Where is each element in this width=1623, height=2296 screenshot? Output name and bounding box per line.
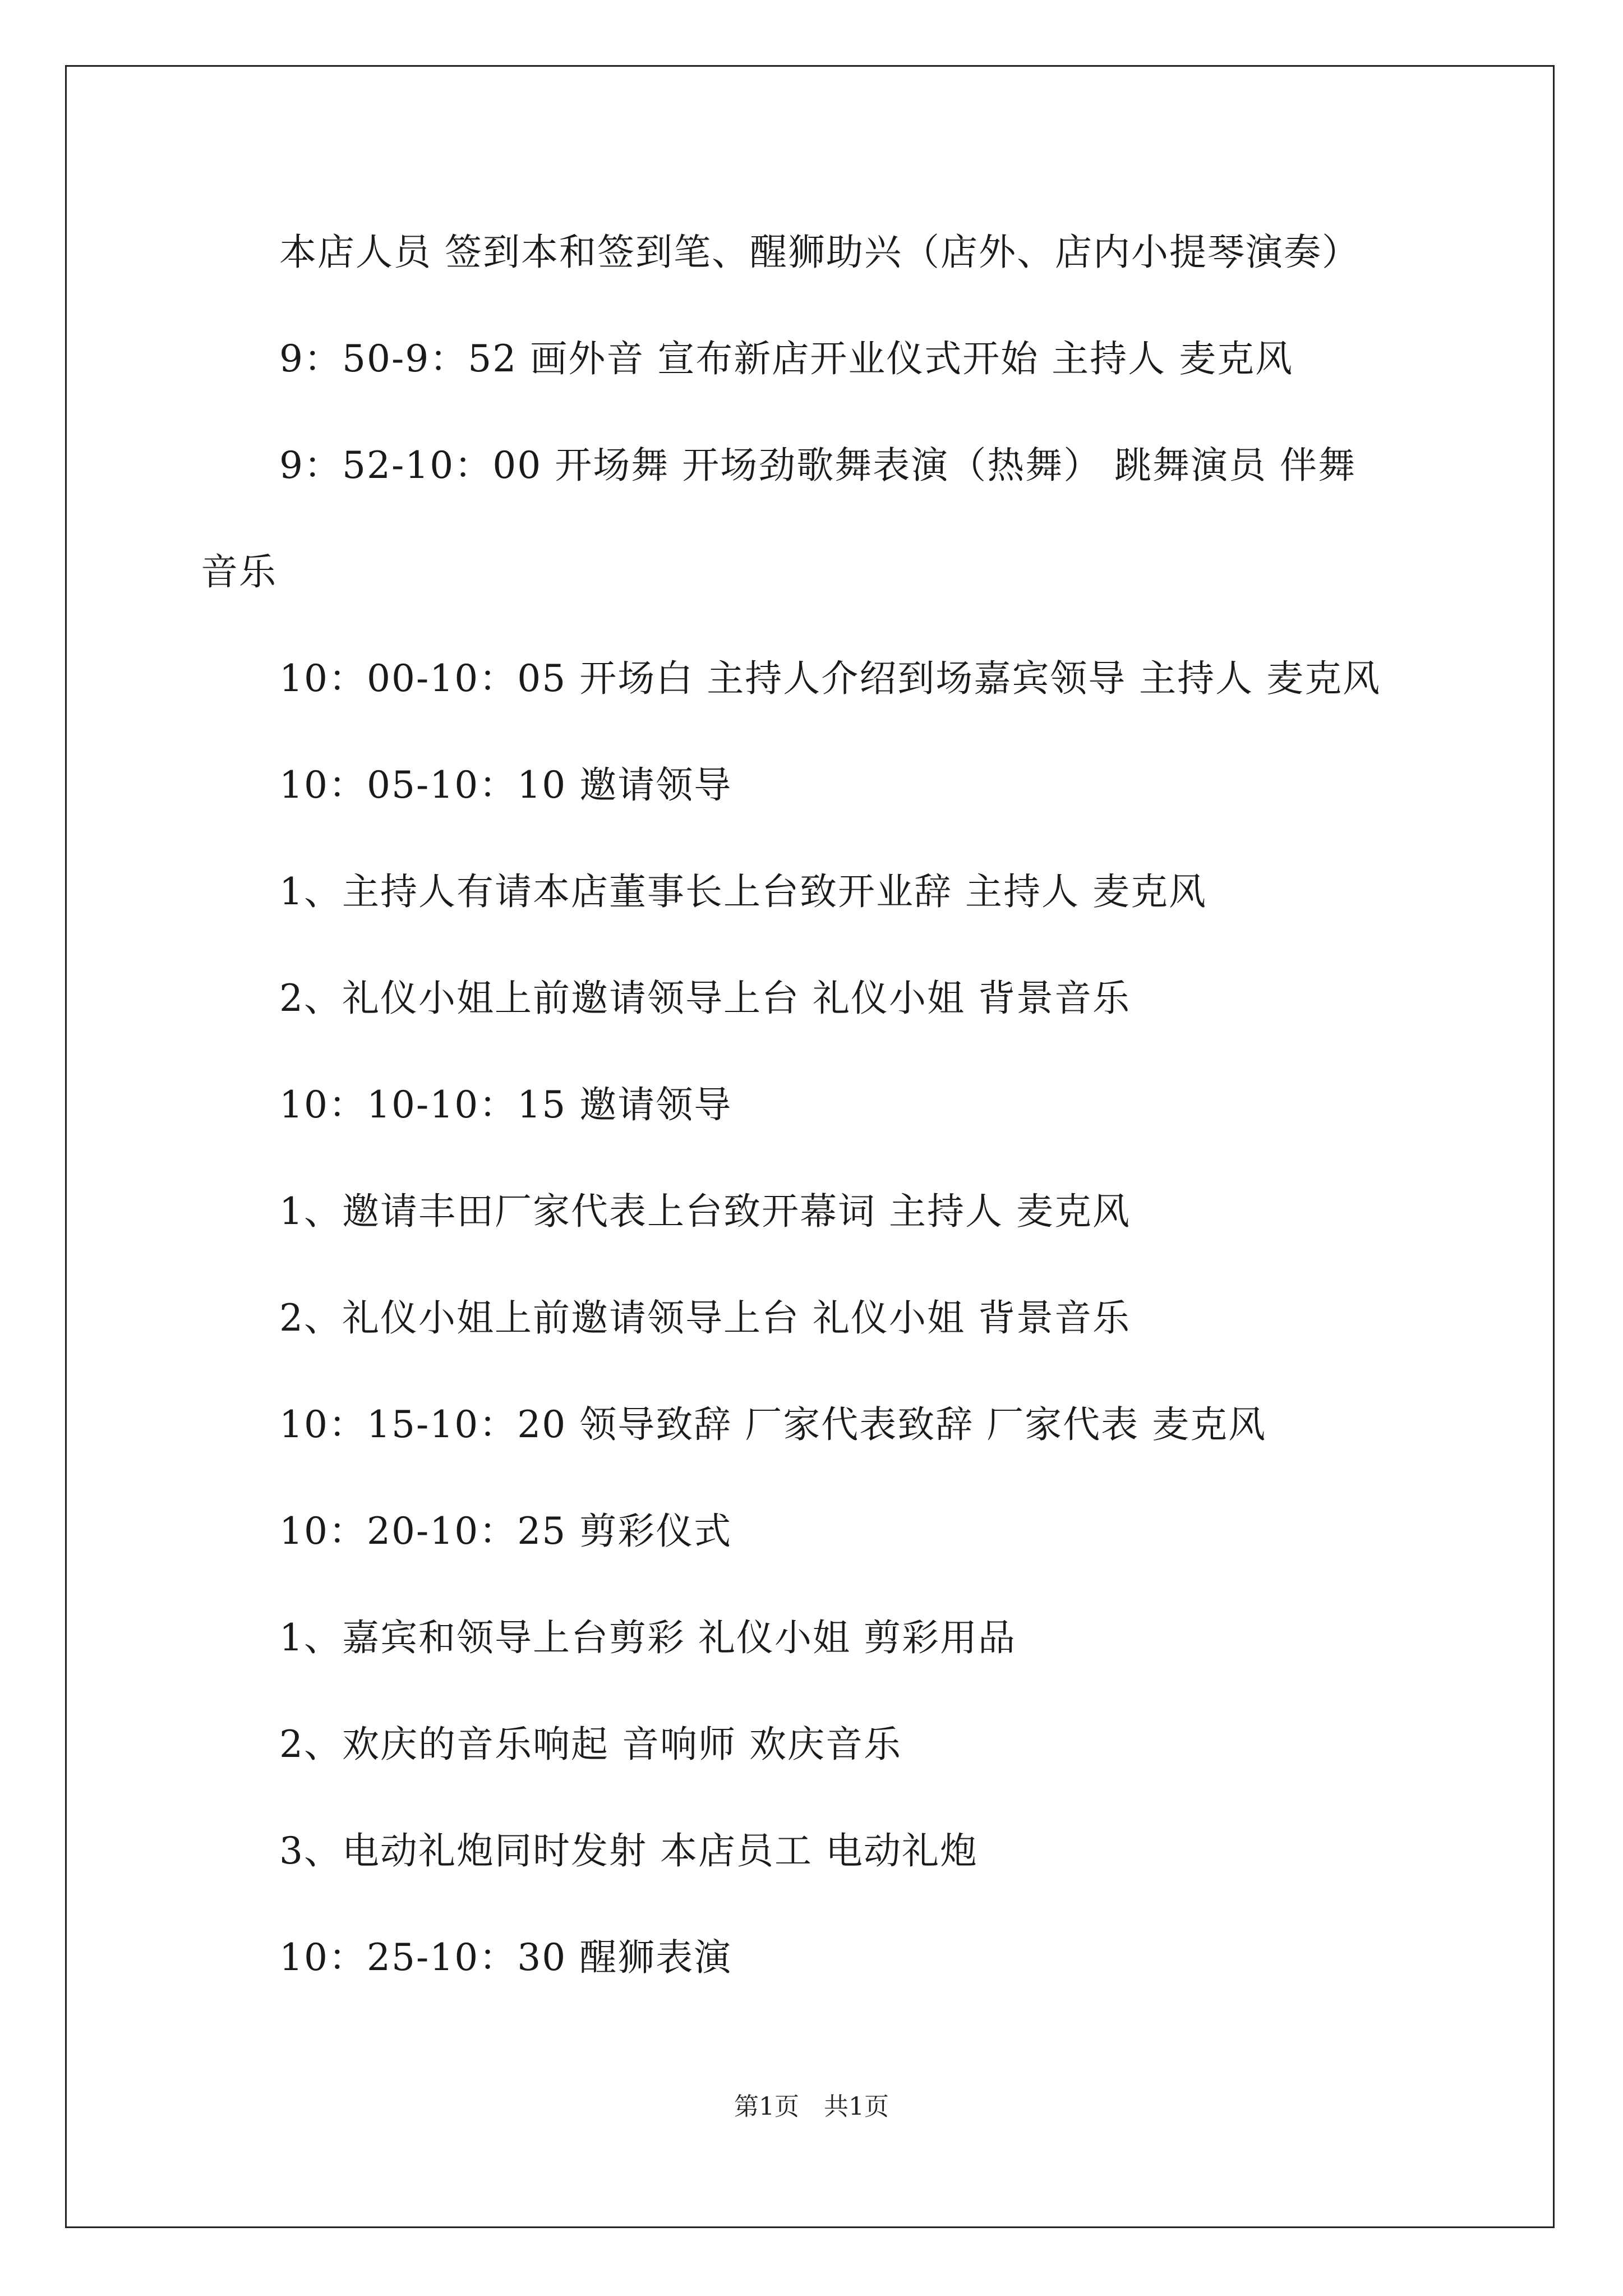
text-line: 音乐 — [201, 550, 277, 593]
text-line: 2、欢庆的音乐响起 音响师 欢庆音乐 — [279, 1723, 902, 1766]
text-line: 1、邀请丰田厂家代表上台致开幕词 主持人 麦克风 — [279, 1190, 1131, 1233]
text-line: 10：15-10：20 领导致辞 厂家代表致辞 厂家代表 麦克风 — [279, 1403, 1267, 1446]
text-line: 10：10-10：15 邀请领导 — [279, 1083, 732, 1126]
text-line: 2、礼仪小姐上前邀请领导上台 礼仪小姐 背景音乐 — [279, 977, 1131, 1020]
page-footer: 第1页 共1页 — [734, 2092, 889, 2121]
text-line: 2、礼仪小姐上前邀请领导上台 礼仪小姐 背景音乐 — [279, 1296, 1131, 1340]
text-line: 10：05-10：10 邀请领导 — [279, 763, 732, 807]
text-line: 9：50-9：52 画外音 宣布新店开业仪式开始 主持人 麦克风 — [279, 337, 1294, 380]
text-line: 10：00-10：05 开场白 主持人介绍到场嘉宾领导 主持人 麦克风 — [279, 657, 1381, 700]
text-line: 10：25-10：30 醒狮表演 — [279, 1936, 732, 1979]
text-line: 10：20-10：25 剪彩仪式 — [279, 1510, 732, 1553]
text-line: 1、嘉宾和领导上台剪彩 礼仪小姐 剪彩用品 — [279, 1616, 1016, 1659]
text-line: 3、电动礼炮同时发射 本店员工 电动礼炮 — [279, 1829, 978, 1872]
text-line: 9：52-10：00 开场舞 开场劲歌舞表演（热舞） 跳舞演员 伴舞 — [279, 444, 1357, 487]
text-line: 1、主持人有请本店董事长上台致开业辞 主持人 麦克风 — [279, 870, 1207, 913]
text-line: 本店人员 签到本和签到笔、醒狮助兴（店外、店内小提琴演奏） — [279, 231, 1360, 274]
